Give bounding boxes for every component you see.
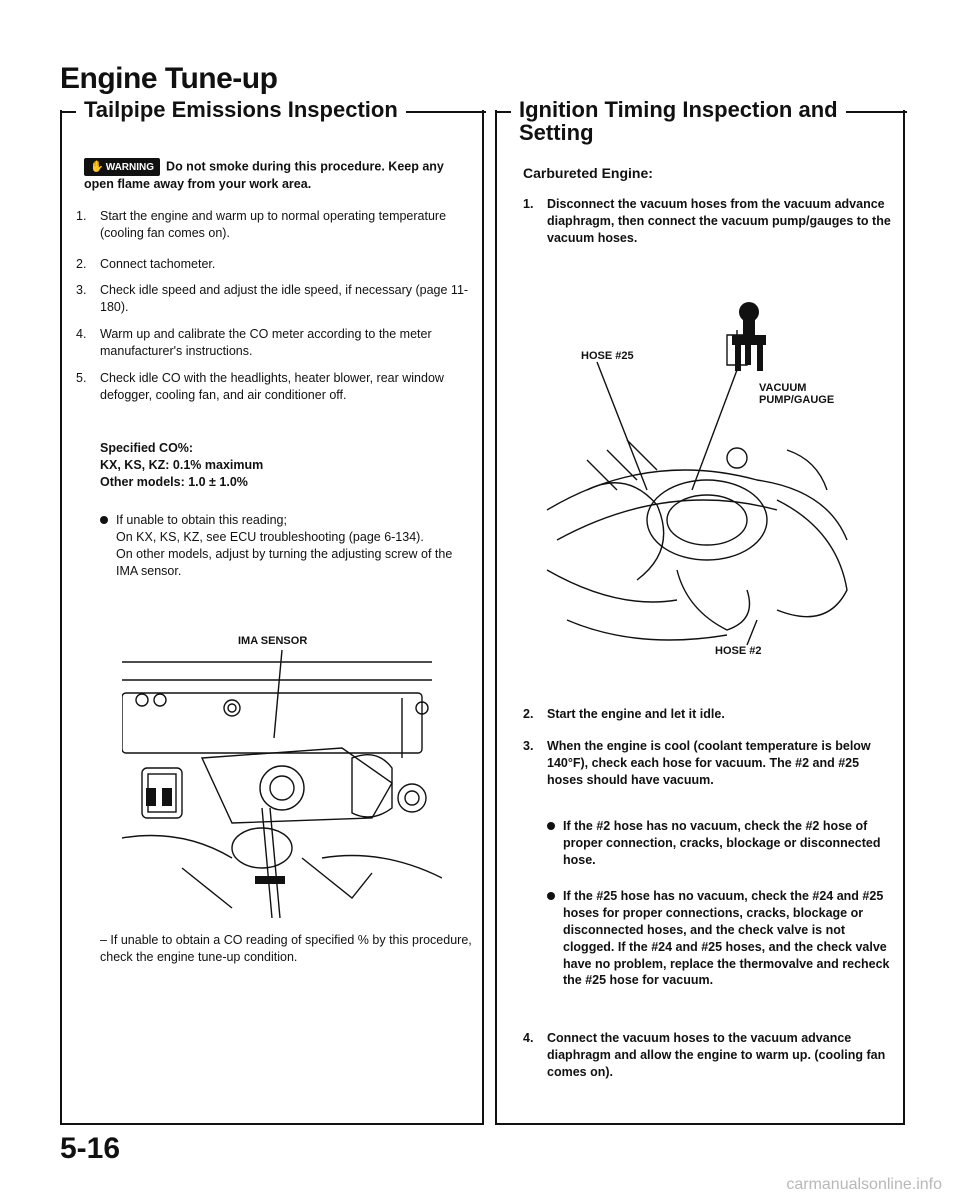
step-2: 2. Connect tachometer. bbox=[76, 257, 216, 271]
spec-title: Specified CO%: bbox=[100, 441, 194, 455]
step-4: 4. Connect the vacuum hoses to the vacuum advance diaphragm and allow the engine to warm up. (cooling fan comes on). bbox=[523, 1031, 886, 1079]
footer-watermark: carmanualsonline.info bbox=[786, 1176, 942, 1193]
warning-badge: ✋ WARNING bbox=[84, 158, 160, 176]
page-number: 5-16 bbox=[60, 1132, 121, 1165]
spec-block bbox=[100, 440, 470, 491]
bullet-dot bbox=[100, 516, 108, 524]
step-1: 1. Disconnect the vacuum hoses from the vacuum advance diaphragm, then connect the vacuum pump/gauges to the vacuum hoses. bbox=[523, 197, 891, 245]
heading-rule bbox=[62, 111, 76, 113]
step-1: 1. Start the engine and warm up to normal operating temperature (cooling fan comes on). bbox=[76, 209, 447, 240]
bullet-item: If the #25 hose has no vacuum, check the #24 and #25 hoses for proper connections, cracks, blockage or disconnected hoses, and the check valve is not clogged. If the #24 and #25 hoses, and the check valve have no problem, replace the thermovalve and recheck the #25 hose for vacuum. bbox=[547, 888, 897, 989]
page-title: Engine Tune-up bbox=[60, 62, 278, 95]
bullet-dot bbox=[547, 892, 555, 900]
step-2: 2. Start the engine and let it idle. bbox=[523, 707, 725, 721]
heading-rule bbox=[843, 111, 907, 113]
heading-rule bbox=[392, 111, 486, 113]
step-4: 4. Warm up and calibrate the CO meter according to the meter manufacturer's instructions. bbox=[76, 327, 432, 358]
tailpipe-emissions-panel bbox=[60, 97, 484, 1125]
spec-line: KX, KS, KZ: 0.1% maximum bbox=[100, 457, 264, 472]
section-heading: Ignition Timing Inspection and Setting bbox=[511, 98, 846, 144]
step-3: 3. When the engine is cool (coolant temperature is below 140°F), check each hose for vacuum. The #2 and #25 hoses should have vacuum. bbox=[523, 739, 871, 787]
vacuum-pump-engine-illustration bbox=[527, 290, 887, 650]
warning-block bbox=[84, 158, 472, 193]
bullet-dot bbox=[547, 822, 555, 830]
bullet-item: If unable to obtain this reading; On KX, KS, KZ, see ECU troubleshooting (page 6-134). On other models, adjust by turning the adjusting screw of the IMA sensor. bbox=[100, 512, 472, 580]
subheading: Carbureted Engine: bbox=[523, 165, 653, 181]
section-heading: Tailpipe Emissions Inspection bbox=[76, 98, 406, 121]
ignition-timing-panel bbox=[495, 97, 905, 1125]
figure-label-vacuum: VACUUM PUMP/GAUGE bbox=[759, 382, 835, 406]
figure-label-hose2: HOSE #2 bbox=[715, 645, 762, 657]
note-text: – If unable to obtain a CO reading of specified % by this procedure, check the engine tune-up condition. bbox=[100, 933, 472, 964]
step-3: 3. Check idle speed and adjust the idle speed, if necessary (page 11-180). bbox=[76, 283, 469, 314]
ima-sensor-illustration bbox=[122, 648, 442, 918]
hand-warning-icon: ✋ bbox=[90, 161, 104, 173]
warning-text: Do not smoke during this procedure. Keep any open flame away from your work area. bbox=[84, 159, 444, 192]
figure-label-ima-sensor: IMA SENSOR bbox=[238, 635, 308, 647]
bullet-item: If the #2 hose has no vacuum, check the #2 hose of proper connection, cracks, blockage or disconnected hose. bbox=[547, 818, 897, 869]
spec-line: Other models: 1.0 ± 1.0% bbox=[100, 474, 248, 489]
figure-label-hose25: HOSE #25 bbox=[581, 350, 634, 362]
heading-rule bbox=[497, 111, 511, 113]
step-5: 5. Check idle CO with the headlights, heater blower, rear window defogger, cooling fan, and air conditioner off. bbox=[76, 371, 444, 402]
